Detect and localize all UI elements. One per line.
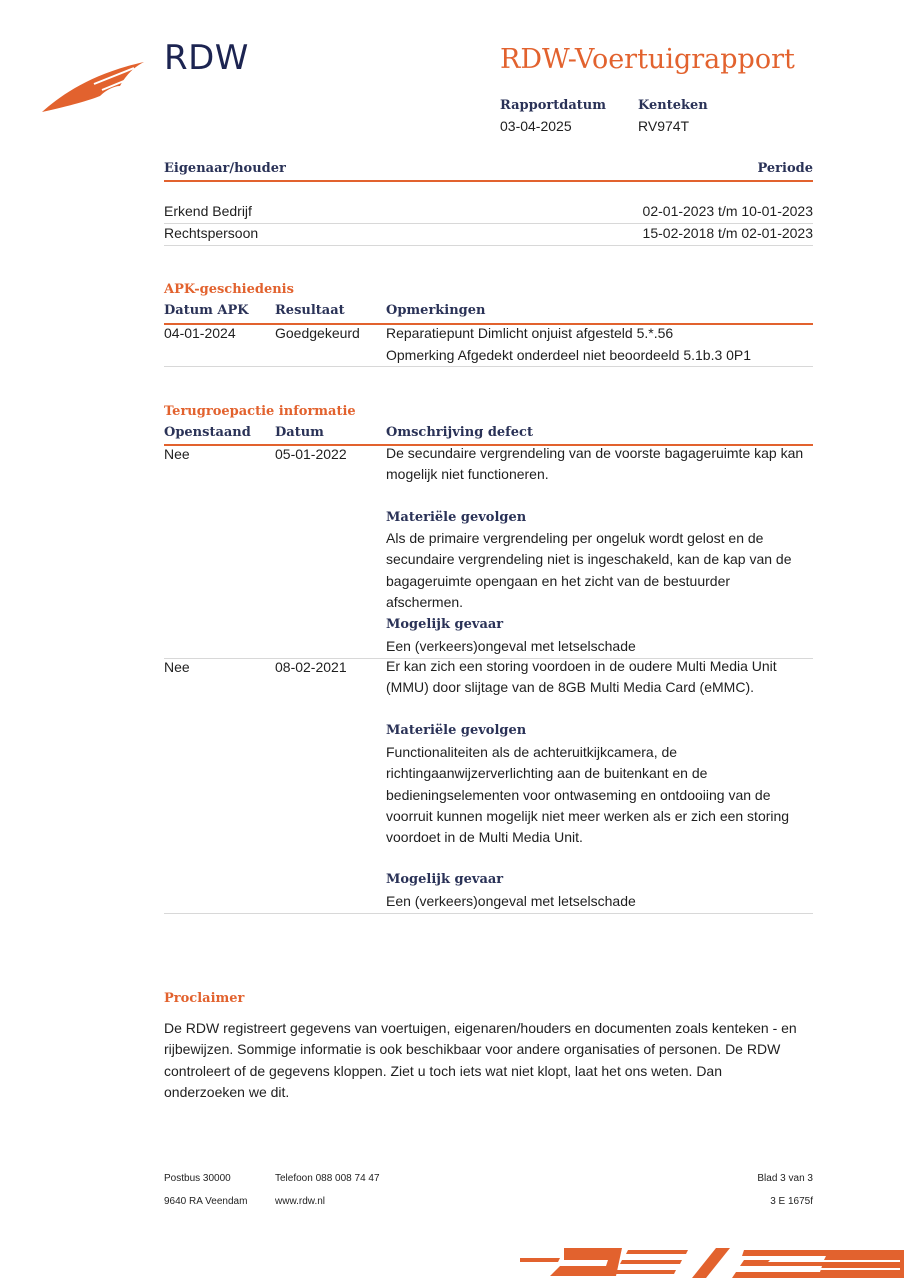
plate-value: RV974T bbox=[638, 118, 690, 134]
owner-period: 15-02-2018 t/m 02-01-2023 bbox=[642, 225, 813, 241]
page-title: RDW-Voertuigrapport bbox=[500, 44, 795, 75]
footer-page-number: Blad 3 van 3 bbox=[757, 1173, 813, 1184]
apk-remarks-header: Opmerkingen bbox=[386, 303, 486, 318]
apk-section-title: APK-geschiedenis bbox=[164, 282, 294, 297]
recall-open: Nee bbox=[164, 446, 190, 462]
row-divider bbox=[164, 366, 813, 367]
row-divider bbox=[164, 245, 813, 246]
footer-address: 9640 RA Veendam bbox=[164, 1196, 248, 1207]
rdw-logo-icon bbox=[40, 56, 150, 116]
recall-desc-header: Omschrijving defect bbox=[386, 425, 533, 440]
danger-text: Een (verkeers)ongeval met letselschade bbox=[386, 638, 636, 654]
footer-phone: Telefoon 088 008 74 47 bbox=[275, 1173, 380, 1184]
footer-website[interactable]: www.rdw.nl bbox=[275, 1196, 326, 1207]
danger-label: Mogelijk gevaar bbox=[386, 872, 504, 887]
apk-date: 04-01-2024 bbox=[164, 325, 236, 341]
apk-remark: Opmerking Afgedekt onderdeel niet beoordeeld 5.1b.3 0P1 bbox=[386, 347, 752, 363]
recall-date-header: Datum bbox=[275, 425, 324, 440]
consequences-text: Functionaliteiten als de achteruitkijkcamera, de richtingaanwijzerverlichting aan de buitenkant en de bedieningselementen voor ontwaseming en ontdooiing van de voorruit kunnen mogelijk niet meer werken als er zich een storing voordoet in de Multi Media Unit. bbox=[386, 744, 790, 846]
row-divider bbox=[164, 223, 813, 224]
proclaimer-text: De RDW registreert gegevens van voertuigen, eigenaren/houders en documenten zoals kenteken - en rijbewijzen. Sommige informatie is ook beschikbaar voor andere organisaties of personen. De RDW controleert of de gegevens kloppen. Ziet u toch iets wat niet klopt, laat het ons weten. Dan onderzoeken we dit. bbox=[164, 1020, 797, 1100]
apk-result: Goedgekeurd bbox=[275, 325, 360, 341]
report-date-value: 03-04-2025 bbox=[500, 118, 572, 134]
apk-remark: Reparatiepunt Dimlicht onjuist afgesteld 5.*.56 bbox=[386, 325, 674, 341]
recall-open-header: Openstaand bbox=[164, 425, 251, 440]
owners-header-rule bbox=[164, 180, 813, 182]
recall-section-title: Terugroepactie informatie bbox=[164, 404, 356, 419]
row-divider bbox=[164, 913, 813, 914]
recall-open: Nee bbox=[164, 659, 190, 675]
apk-result-header: Resultaat bbox=[275, 303, 345, 318]
owner-type: Rechtspersoon bbox=[164, 225, 259, 241]
consequences-label: Materiële gevolgen bbox=[386, 510, 527, 525]
brand-name: RDW bbox=[164, 38, 249, 78]
period-column-header: Periode bbox=[757, 161, 813, 176]
decorative-stripes-icon bbox=[520, 1244, 904, 1280]
consequences-text: Als de primaire vergrendeling per ongeluk wordt gelost en de secundaire vergrendeling niet is ingeschakeld, kan de kap van de bagageruimte opengaan en het zicht van de bestuurder afschermen. bbox=[386, 530, 792, 610]
proclaimer-title: Proclaimer bbox=[164, 991, 245, 1006]
recall-description: Er kan zich een storing voordoen in de oudere Multi Media Unit (MMU) door slijtage van de 8GB Multi Media Card (eMMC). bbox=[386, 658, 777, 696]
owner-type: Erkend Bedrijf bbox=[164, 203, 252, 219]
recall-date: 08-02-2021 bbox=[275, 659, 347, 675]
apk-date-header: Datum APK bbox=[164, 303, 249, 318]
owner-column-header: Eigenaar/houder bbox=[164, 161, 286, 176]
footer-postbus: Postbus 30000 bbox=[164, 1173, 231, 1184]
footer-document-code: 3 E 1675f bbox=[770, 1196, 813, 1207]
recall-date: 05-01-2022 bbox=[275, 446, 347, 462]
plate-label: Kenteken bbox=[638, 98, 708, 113]
recall-description: De secundaire vergrendeling van de voorste bagageruimte kap kan mogelijk niet functioneren. bbox=[386, 445, 804, 483]
consequences-label: Materiële gevolgen bbox=[386, 723, 527, 738]
owner-period: 02-01-2023 t/m 10-01-2023 bbox=[642, 203, 813, 219]
report-date-label: Rapportdatum bbox=[500, 98, 606, 113]
danger-label: Mogelijk gevaar bbox=[386, 617, 504, 632]
danger-text: Een (verkeers)ongeval met letselschade bbox=[386, 893, 636, 909]
